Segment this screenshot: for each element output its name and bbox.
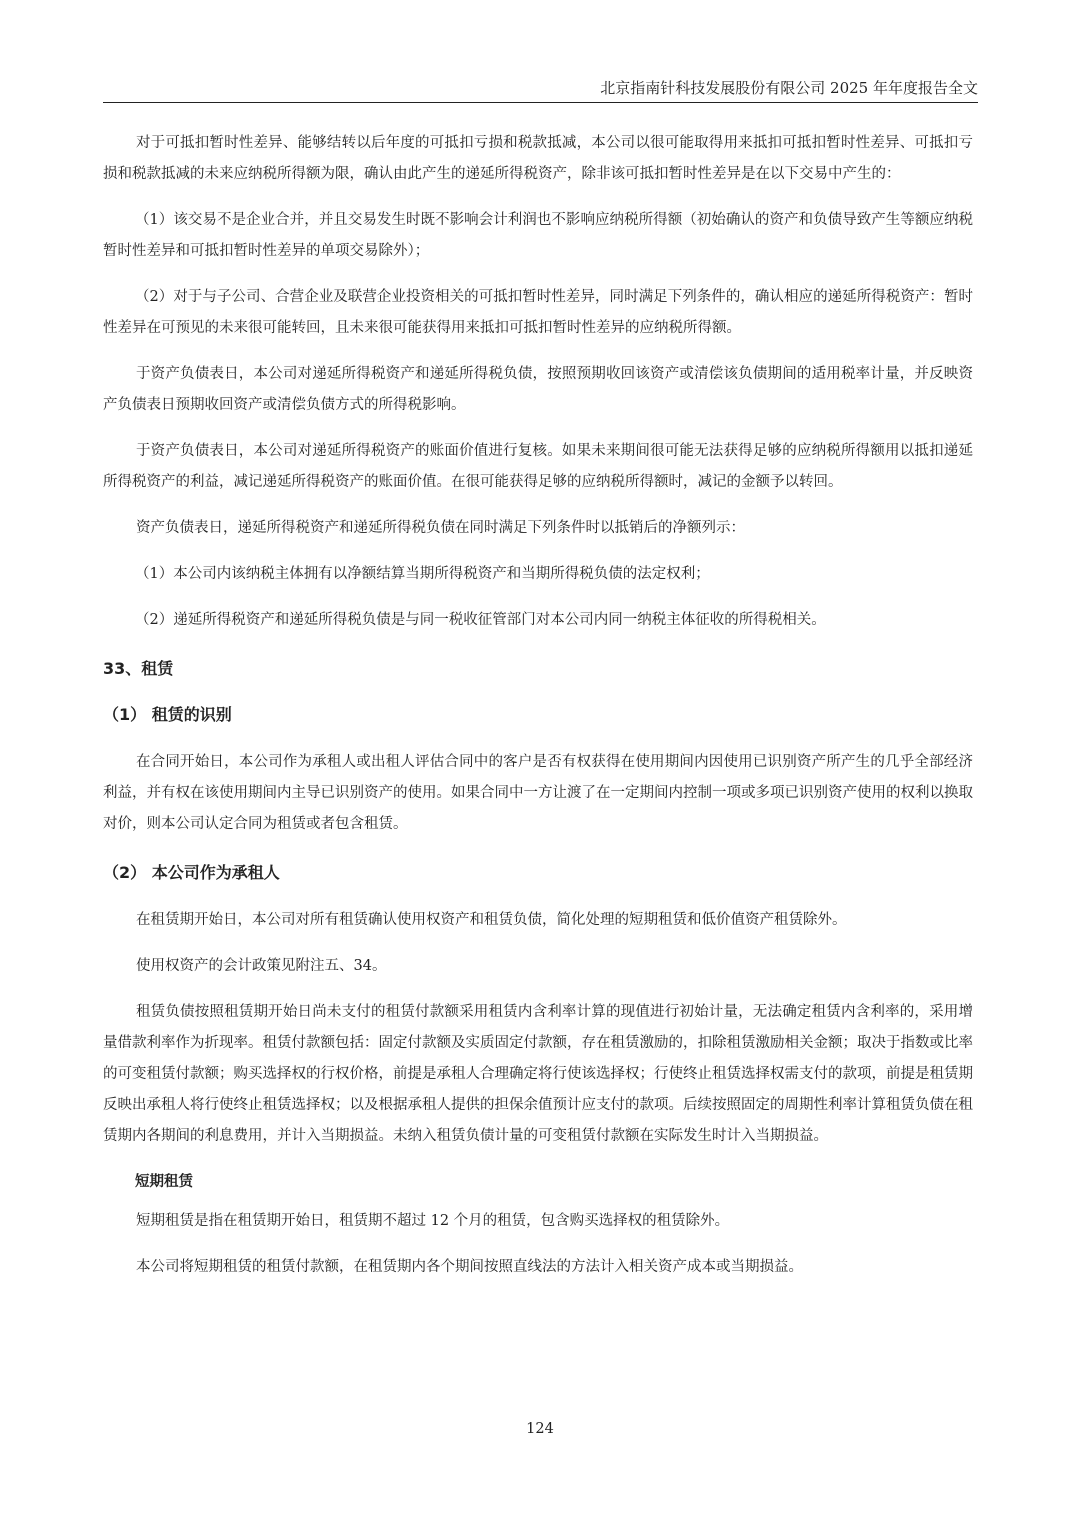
paragraph-lease-liability: 租赁负债按照租赁期开始日尚未支付的租赁付款额采用租赁内含利率计算的现值进行初始计量，无法确定租赁内含利率的，采用增量借款利率作为折现率。租赁付款额包括：固定付款额及实质固定付款额，存在租赁激励的，扣除租赁激励相关金额；取决于指数或比率的可变租赁付款额；购买选择权的行权价格，前提是承租人合理确定将行使该选择权；行使终止租赁选择权需支付的款项，前提是租赁期反映出承租人将行使终止租赁选择权；以及根据承租人提供的担保余值预计应支付的款项。后续按照固定的周期性利率计算租赁负债在租赁期内各期间的利息费用，并计入当期损益。未纳入租赁负债计量的可变租赁付款额在实际发生时计入当期损益。 — [103, 1004, 973, 1144]
section-heading-leases: 33、租赁 — [103, 659, 174, 678]
paragraph-offset-condition-1: （1）本公司内该纳税主体拥有以净额结算当期所得税资产和当期所得税负债的法定权利； — [135, 566, 710, 582]
report-header: 北京指南针科技发展股份有限公司 2025 年年度报告全文 — [600, 79, 978, 97]
paragraph-deductible-differences: 对于可抵扣暂时性差异、能够结转以后年度的可抵扣亏损和税款抵减，本公司以很可能取得用来抵扣可抵扣暂时性差异、可抵扣亏损和税款抵减的未来应纳税所得额为限，确认由此产生的递延所得税资产，除非该可抵扣暂时性差异是在以下交易中产生的： — [103, 135, 973, 182]
paragraph-condition-2: （2）对于与子公司、合营企业及联营企业投资相关的可抵扣暂时性差异，同时满足下列条件的，确认相应的递延所得税资产：暂时性差异在可预见的未来很可能转回，且未来很可能获得用来抵扣可抵扣暂时性差异的应纳税所得额。 — [103, 289, 973, 336]
paragraph-offset-conditions: 资产负债表日，递延所得税资产和递延所得税负债在同时满足下列条件时以抵销后的净额列示： — [136, 520, 745, 536]
paragraph-review: 于资产负债表日，本公司对递延所得税资产的账面价值进行复核。如果未来期间很可能无法获得足够的应纳税所得额用以抵扣递延所得税资产的利益，减记递延所得税资产的账面价值。在很可能获得足够的应纳税所得额时，减记的金额予以转回。 — [103, 443, 973, 490]
page-number: 124 — [526, 1421, 554, 1437]
paragraph-right-of-use-policy: 使用权资产的会计政策见附注五、34。 — [136, 958, 387, 974]
paragraph-offset-condition-2: （2）递延所得税资产和递延所得税负债是与同一税收征管部门对本公司内同一纳税主体征收的所得税相关。 — [135, 612, 826, 628]
paragraph-lessee-recognition: 在租赁期开始日，本公司对所有租赁确认使用权资产和租赁负债，简化处理的短期租赁和低价值资产租赁除外。 — [136, 912, 847, 928]
heading-short-term-leases: 短期租赁 — [135, 1174, 193, 1190]
paragraph-measurement: 于资产负债表日，本公司对递延所得税资产和递延所得税负债，按照预期收回该资产或清偿该负债期间的适用税率计量，并反映资产负债表日预期收回资产或清偿负债方式的所得税影响。 — [103, 366, 973, 413]
paragraph-condition-1: （1）该交易不是企业合并，并且交易发生时既不影响会计利润也不影响应纳税所得额（初始确认的资产和负债导致产生等额应纳税暂时性差异和可抵扣暂时性差异的单项交易除外）； — [103, 212, 973, 259]
subsection-heading-lease-identification: （1） 租赁的识别 — [103, 705, 232, 724]
paragraph-short-term-definition: 短期租赁是指在租赁期开始日，租赁期不超过 12 个月的租赁，包含购买选择权的租赁除外。 — [136, 1213, 730, 1229]
paragraph-lease-identification: 在合同开始日，本公司作为承租人或出租人评估合同中的客户是否有权获得在使用期间内因使用已识别资产所产生的几乎全部经济利益，并有权在该使用期间内主导已识别资产的使用。如果合同中一方让渡了在一定期间内控制一项或多项已识别资产使用的权利以换取对价，则本公司认定合同为租赁或者包含租赁。 — [103, 754, 973, 832]
subsection-heading-lessee: （2） 本公司作为承租人 — [103, 863, 280, 882]
document-body — [103, 128, 973, 1298]
paragraph-short-term-treatment: 本公司将短期租赁的租赁付款额，在租赁期内各个期间按照直线法的方法计入相关资产成本或当期损益。 — [136, 1259, 803, 1275]
header-divider — [103, 102, 978, 103]
